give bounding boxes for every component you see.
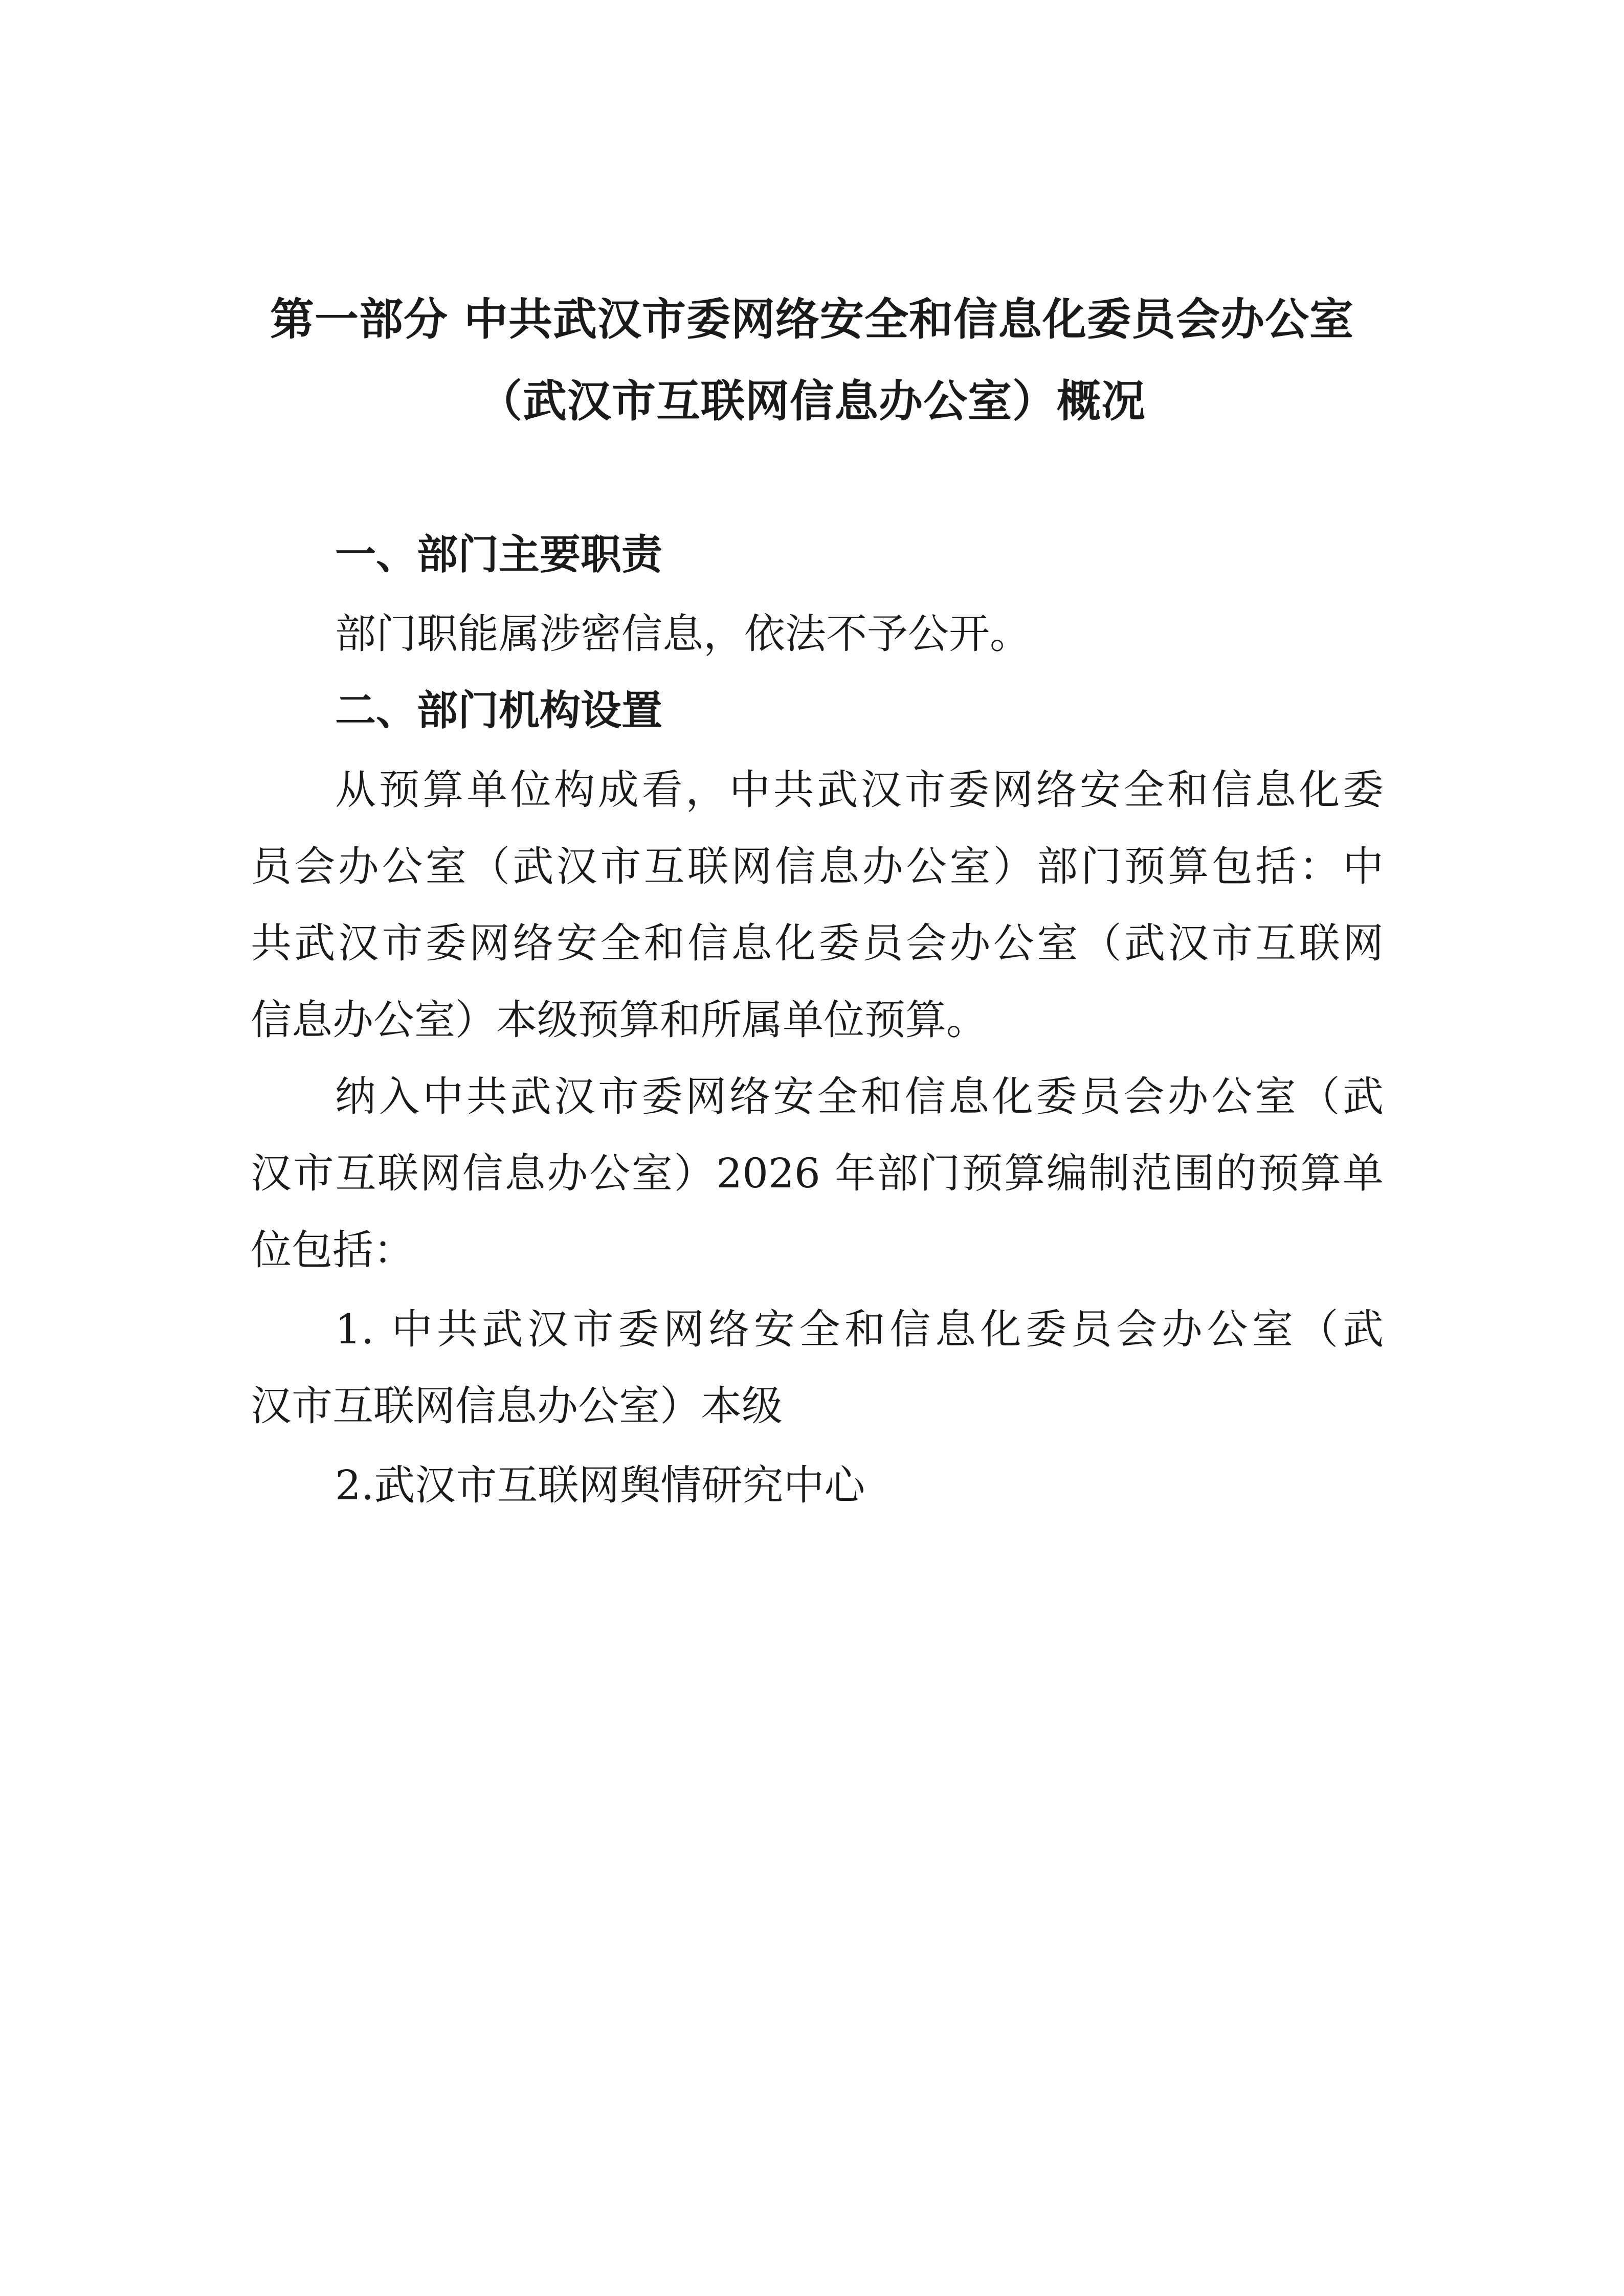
document-title-line-1: 第一部分 中共武汉市委网络安全和信息化委员会办公室: [270, 294, 1354, 345]
section-heading-duties: 一、部门主要职责: [335, 531, 662, 578]
list-item: 2.武汉市互联网舆情研究中心: [335, 1461, 865, 1509]
list-item-continuation: 汉市互联网信息办公室）本级: [251, 1382, 783, 1430]
paragraph-line: 汉市互联网信息办公室）2026 年部门预算编制范围的预算单: [251, 1150, 1384, 1197]
document-title-line-2: （武汉市互联网信息办公室）概况: [478, 376, 1146, 427]
duties-text: 部门职能属涉密信息，依法不予公开。: [335, 610, 1031, 658]
paragraph-line: 位包括：: [251, 1226, 414, 1274]
list-item: 1. 中共武汉市委网络安全和信息化委员会办公室（武: [335, 1305, 1384, 1353]
paragraph-line: 共武汉市委网络安全和信息化委员会办公室（武汉市互联网: [251, 919, 1384, 967]
paragraph-line: 员会办公室（武汉市互联网信息办公室）部门预算包括：中: [251, 843, 1384, 890]
paragraph-line: 纳入中共武汉市委网络安全和信息化委员会办公室（武: [335, 1073, 1384, 1120]
paragraph-line: 从预算单位构成看，中共武汉市委网络安全和信息化委: [335, 766, 1384, 814]
section-heading-structure: 二、部门机构设置: [335, 687, 662, 734]
paragraph-line: 信息办公室）本级预算和所属单位预算。: [251, 996, 987, 1044]
